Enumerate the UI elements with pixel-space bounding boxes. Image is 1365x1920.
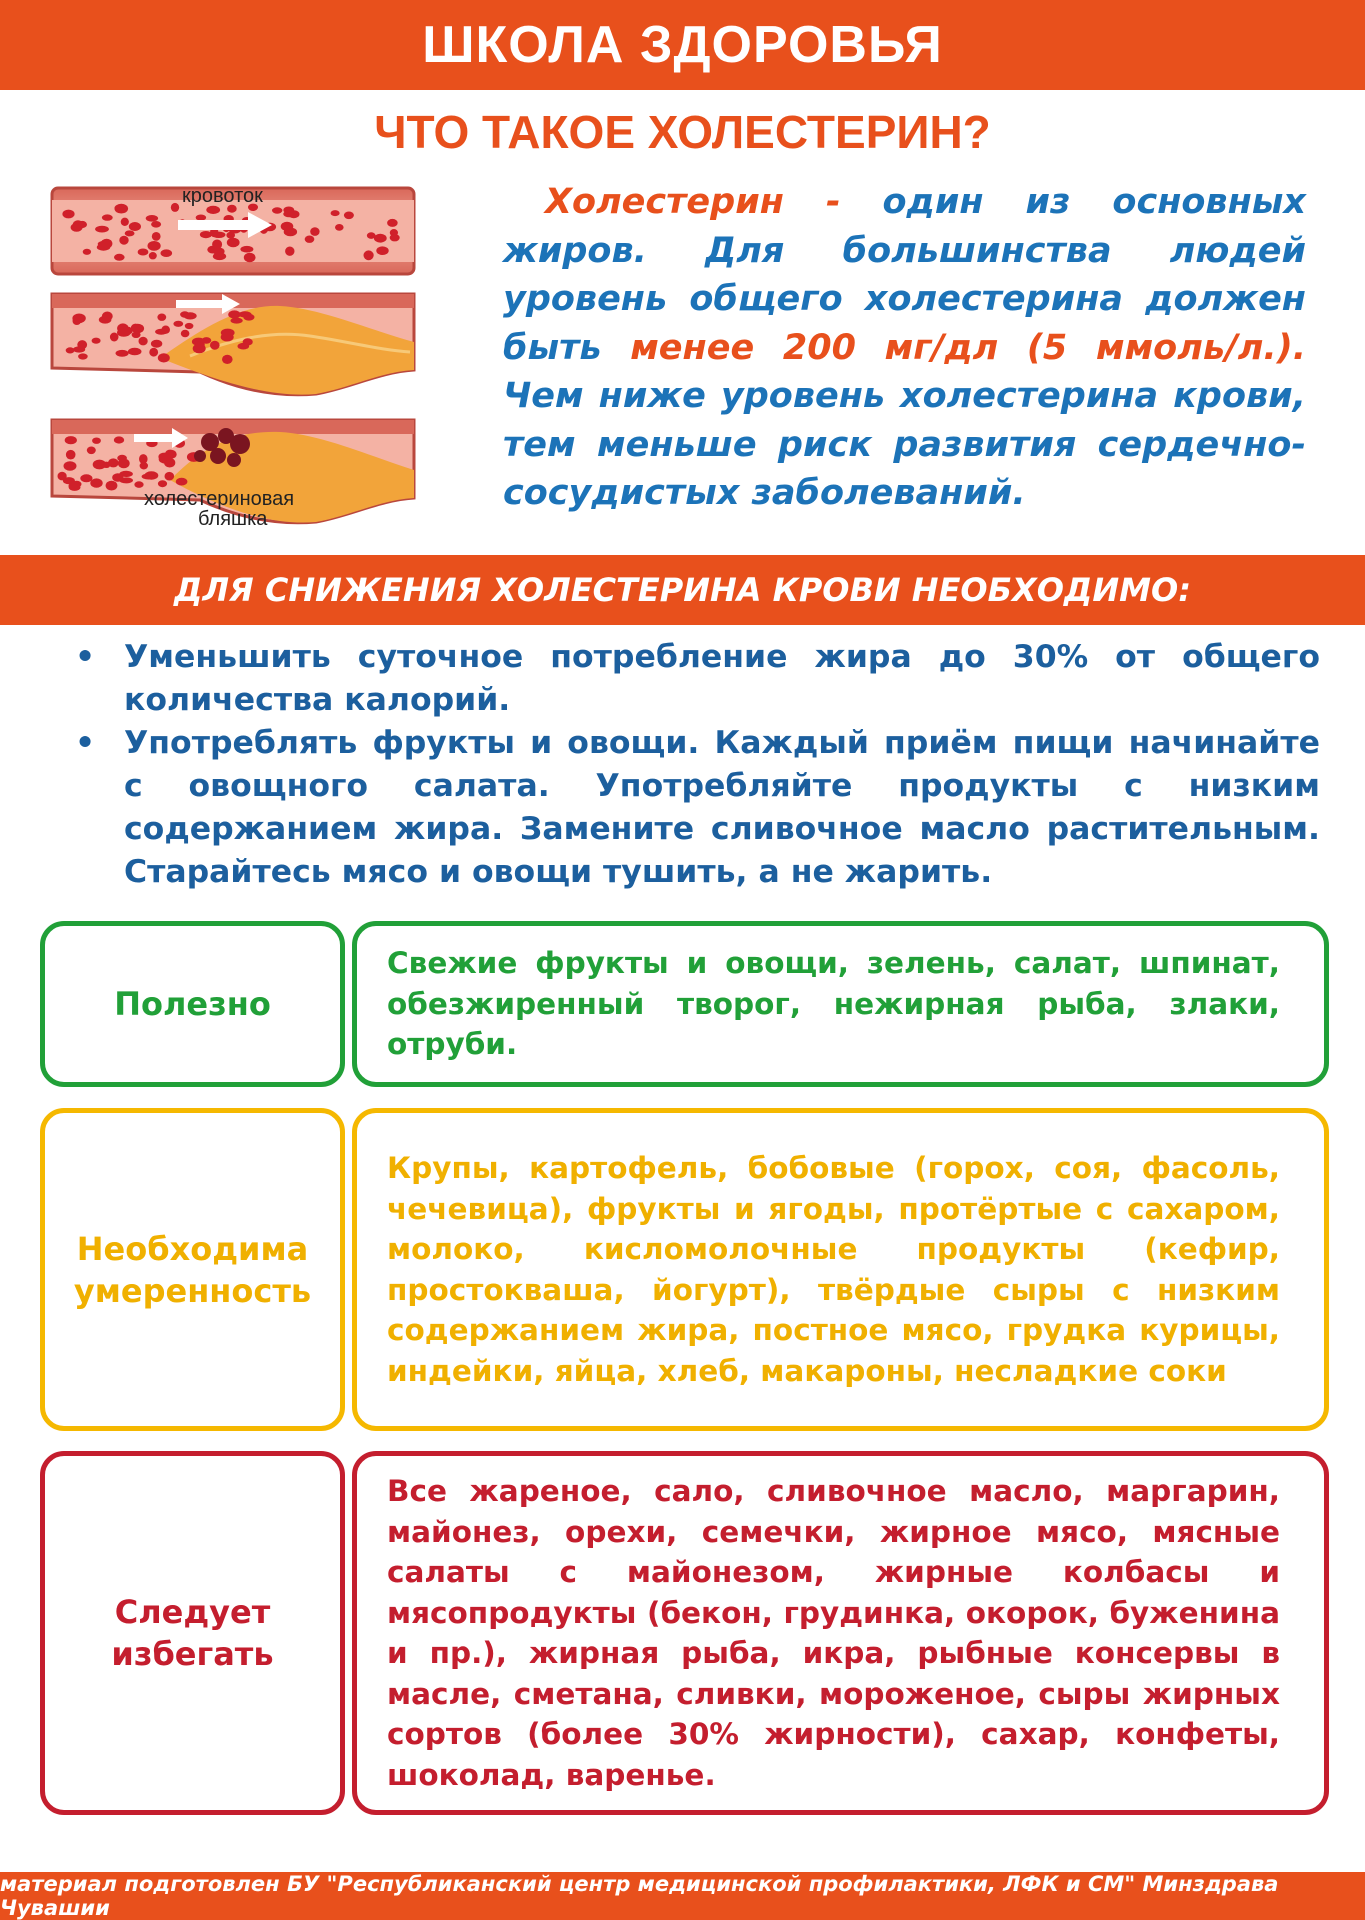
blood-cell (231, 318, 243, 324)
intro-paragraph (503, 178, 1306, 518)
blood-cell (222, 355, 233, 364)
blood-cell (115, 205, 123, 211)
blood-cell (77, 340, 87, 349)
blood-cell (173, 321, 183, 327)
category-label-text: Полезно (114, 985, 271, 1023)
blood-cell (132, 332, 141, 338)
blood-cell (87, 447, 96, 455)
blood-cell (213, 253, 226, 261)
blood-cell (196, 215, 206, 221)
footer-credit: материал подготовлен БУ "Республиканский центр медицинской профилактики, ЛФК и СМ" Минздрава Чувашии (0, 1872, 1279, 1920)
blood-cell (146, 215, 158, 222)
bullet-icon: • (75, 725, 96, 761)
category-label-moderation (40, 1108, 345, 1431)
recommendation-list (75, 636, 1320, 894)
blood-cell (272, 207, 282, 213)
blood-cell (310, 227, 319, 236)
blood-cell (283, 211, 295, 218)
blood-cell (119, 236, 128, 245)
blood-cell (158, 453, 170, 461)
footer-banner (0, 1872, 1365, 1920)
blood-cell (390, 234, 400, 241)
blood-cell (155, 329, 167, 335)
blood-cell (149, 348, 158, 357)
blood-cell (65, 436, 77, 444)
blood-cell (165, 472, 175, 481)
blood-cell (83, 249, 91, 255)
blood-cell (66, 347, 75, 353)
label-plaque-line2: бляшка (198, 508, 268, 530)
blood-cell (92, 438, 101, 444)
blood-cell (139, 337, 148, 346)
blood-cell (73, 220, 84, 230)
vessel-plaque-clot (52, 420, 414, 530)
blood-cell (149, 252, 157, 259)
blood-cell (151, 221, 161, 228)
vessel-plaque-forming (52, 294, 414, 395)
category-content-text: Крупы, картофель, бобовые (горох, соя, фасоль, чечевица), фрукты и ягоды, протёртые с сахаром, молоко, кисломолочные продукты (кефир, простокваша, йогурт), твёрдые сыры с низким содержанием жира, постное мясо, грудка курицы, индейки, яйца, хлеб, макароны, несладкие соки (387, 1151, 1280, 1388)
blood-cell (161, 249, 173, 257)
blood-cell (206, 206, 220, 214)
blood-cell (285, 247, 294, 256)
category-label-text: Необходима умеренность (73, 1229, 312, 1310)
blood-cell (145, 471, 159, 479)
category-content-text: Свежие фрукты и овощи, зелень, салат, шпинат, обезжиренный творог, нежирная рыба, злаки, отруби. (387, 946, 1280, 1062)
artery-illustration (50, 180, 418, 532)
category-label-avoid (40, 1451, 345, 1815)
category-content-text: Все жареное, сало, сливочное масло, маргарин, майонез, орехи, семечки, жирное мясо, мясные салаты с майонезом, жирные колбасы и мясопродукты (бекон, грудинка, окорок, буженина и пр.), жирная рыба, икра, рыбные консервы в масле, сметана, сливки, мороженое, сыры жирных сортов (более 30% жирности), сахар, конфеты, шоколад, варенье. (387, 1474, 1280, 1792)
page-subtitle: ЧТО ТАКОЕ ХОЛЕСТЕРИН? (374, 106, 991, 158)
label-plaque-line1: холестериновая (144, 488, 295, 510)
blood-cell (116, 350, 129, 357)
blood-cell (123, 327, 133, 335)
blood-cell (129, 222, 141, 231)
blood-cell (364, 250, 374, 260)
category-label-text: Следует избегать (111, 1593, 274, 1673)
blood-cell (110, 333, 119, 342)
blood-cell (80, 474, 92, 482)
blood-cell (221, 329, 235, 337)
blood-cell (112, 473, 123, 482)
intro-text-a: один из основных жиров. Для большинства людей уровень общего холестерина должен быть (503, 182, 1306, 368)
blood-cell (157, 314, 166, 321)
vessel-healthy (52, 185, 414, 274)
blood-cell (121, 218, 129, 226)
category-content-moderation (352, 1108, 1329, 1431)
artery-diagram (50, 180, 418, 532)
blood-cell (185, 323, 194, 329)
blood-cell (228, 310, 240, 318)
blood-cell (125, 230, 135, 236)
list-item-text: Уменьшить суточное потребление жира до 30% от общего количества калорий. (124, 639, 1320, 718)
blood-cell (181, 330, 190, 338)
blood-cell (244, 253, 256, 262)
blood-cell (102, 312, 113, 321)
header-title: ШКОЛА ЗДОРОВЬЯ (422, 16, 943, 74)
category-label-useful (40, 921, 345, 1087)
header-banner (0, 0, 1365, 90)
blood-cell (72, 314, 85, 324)
blood-cell (64, 461, 77, 470)
blood-cell (158, 480, 167, 487)
blood-cell (305, 236, 315, 243)
blood-cell (140, 462, 148, 469)
blood-cell (152, 232, 161, 241)
intro-term: Холестерин - (545, 182, 841, 222)
blood-cell (243, 314, 254, 321)
blood-cell (171, 203, 179, 212)
blood-cell (92, 338, 101, 344)
intro-highlight: менее 200 мг/дл (5 ммоль/л.). (630, 327, 1306, 368)
blood-cell (151, 340, 162, 348)
blood-cell (200, 231, 212, 238)
section-banner (0, 555, 1365, 625)
blood-cell (374, 234, 387, 243)
list-item-text: Употреблять фрукты и овощи. Каждый приём пищи начинайте с овощного салата. Употребляйте продукты с низким содержанием жира. Замените сливочное масло растительным. Старайтесь мясо и овощи тушить, а не жарить. (124, 725, 1320, 890)
category-content-avoid (352, 1451, 1329, 1815)
blood-cell (117, 455, 127, 462)
blood-cell (238, 343, 250, 350)
blood-cell (212, 232, 225, 238)
blood-cell (66, 450, 76, 460)
blood-cell (227, 238, 240, 248)
blood-cell (212, 240, 222, 250)
blood-cell (344, 212, 354, 220)
blood-cell (240, 246, 253, 253)
blood-cell (387, 219, 398, 227)
blood-cell (114, 436, 124, 443)
blood-cell (331, 210, 340, 216)
blood-cell (202, 337, 212, 344)
blood-cell (376, 246, 388, 255)
blood-cell (281, 222, 294, 231)
bullet-icon: • (75, 639, 96, 675)
section-title: ДЛЯ СНИЖЕНИЯ ХОЛЕСТЕРИНА КРОВИ НЕОБХОДИМО: (173, 571, 1192, 609)
blood-cell (101, 239, 113, 249)
blood-cell (193, 344, 206, 354)
blood-cell (106, 481, 118, 491)
blood-cell (102, 214, 113, 220)
blood-cell (176, 478, 188, 486)
blood-cell (210, 341, 220, 350)
category-content-useful (352, 921, 1329, 1087)
intro-text-b: Чем ниже уровень холестерина крови, тем меньше риск развития сердечно-сосудистых заболеваний. (503, 376, 1306, 513)
blood-cell (134, 481, 143, 488)
blood-cell (184, 312, 197, 319)
blood-cell (128, 348, 142, 356)
blood-cell (78, 353, 88, 359)
blood-cell (102, 462, 110, 468)
blood-cell (62, 210, 74, 219)
list-item (75, 722, 1320, 894)
blood-cell (95, 226, 109, 233)
blood-cell (69, 484, 81, 491)
blood-cell (114, 254, 125, 261)
blood-cell (148, 241, 161, 251)
blood-cell (335, 224, 344, 231)
blood-cell (90, 478, 102, 487)
label-blood-flow: кровоток (182, 185, 263, 207)
blood-cell (158, 353, 170, 362)
blood-cell (138, 249, 149, 256)
list-item (75, 636, 1320, 722)
